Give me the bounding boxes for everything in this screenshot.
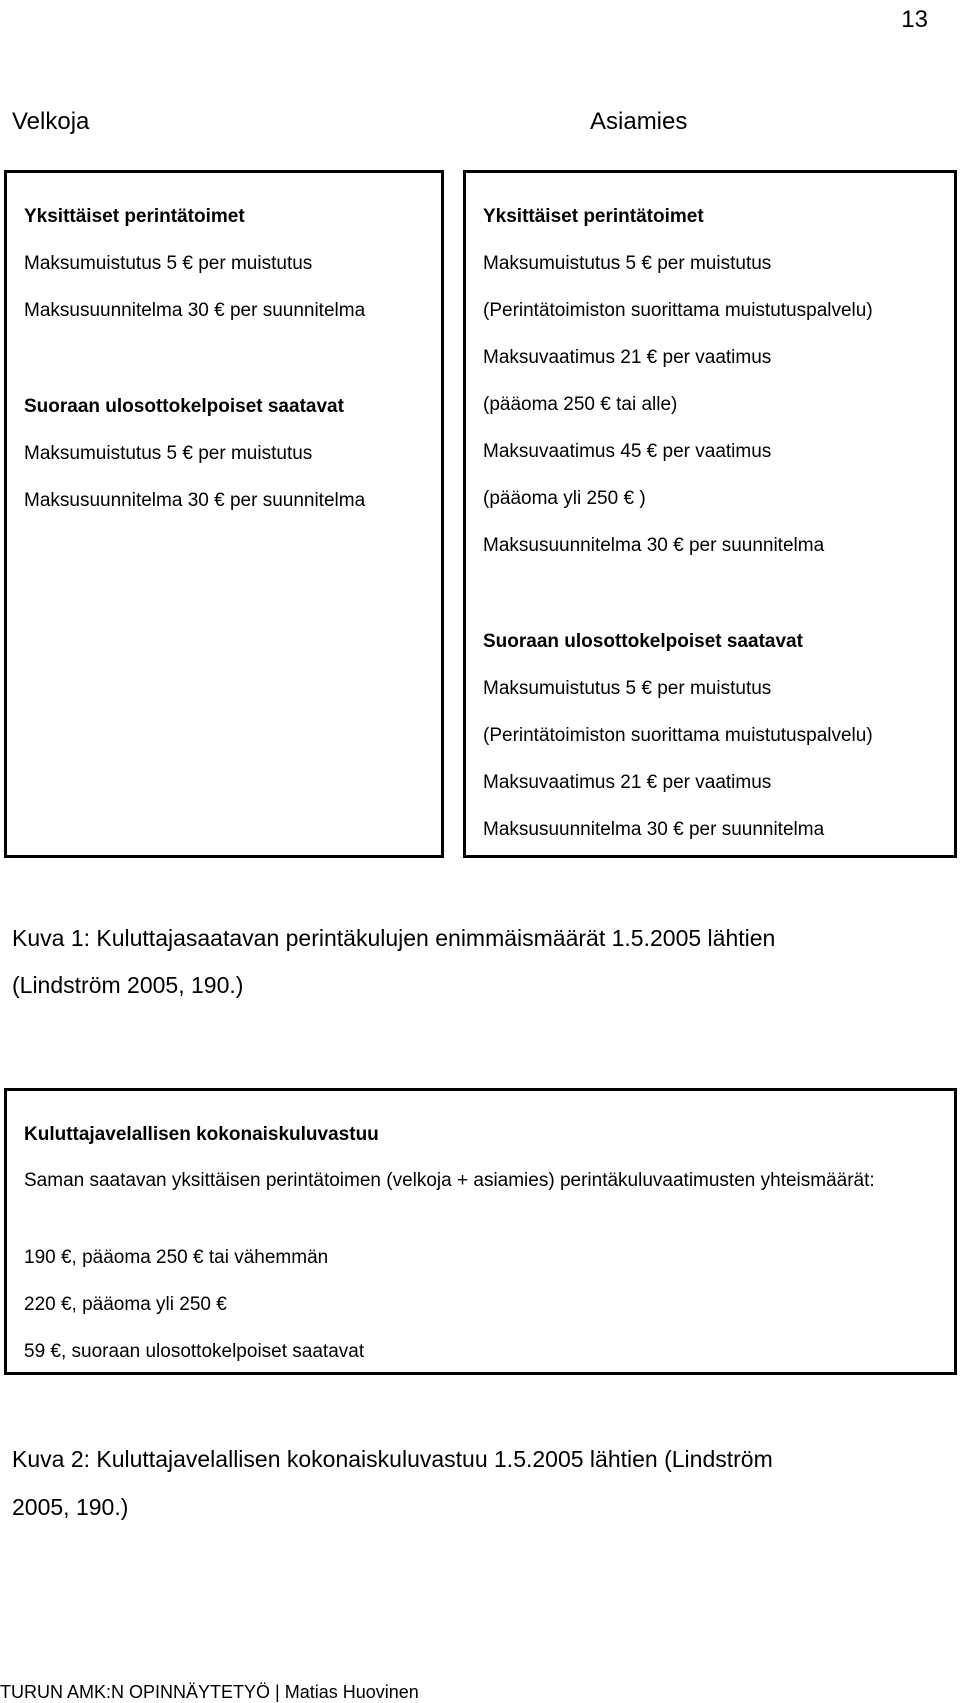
agent-box bbox=[463, 170, 957, 858]
agent-section-title: Yksittäiset perintätoimet bbox=[483, 206, 704, 227]
summary-item: 59 €, suoraan ulosottokelpoiset saatavat bbox=[24, 1341, 365, 1362]
agent-line: (pääoma yli 250 € ) bbox=[483, 488, 646, 509]
agent-line: Maksusuunnitelma 30 € per suunnitelma bbox=[483, 819, 825, 840]
agent-line: Maksuvaatimus 21 € per vaatimus bbox=[483, 772, 772, 793]
agent-line: Maksuvaatimus 45 € per vaatimus bbox=[483, 441, 772, 462]
agent-line: Maksusuunnitelma 30 € per suunnitelma bbox=[483, 535, 825, 556]
creditor-line: Maksusuunnitelma 30 € per suunnitelma bbox=[24, 300, 366, 321]
summary-paragraph: Saman saatavan yksittäisen perintätoimen (velkoja + asiamies) perintäkuluvaatimusten yhteismäärät: bbox=[24, 1170, 875, 1191]
agent-section-title: Suoraan ulosottokelpoiset saatavat bbox=[483, 631, 803, 652]
creditor-line: Maksumuistutus 5 € per muistutus bbox=[24, 443, 313, 464]
figure-caption-2-continued: 2005, 190.) bbox=[12, 1494, 129, 1520]
summary-box bbox=[4, 1088, 957, 1375]
summary-title: Kuluttajavelallisen kokonaiskuluvastuu bbox=[24, 1124, 379, 1145]
creditor-section-title: Yksittäiset perintätoimet bbox=[24, 206, 245, 227]
figure-caption-2: Kuva 2: Kuluttajavelallisen kokonaiskuluvastuu 1.5.2005 lähtien (Lindström bbox=[12, 1446, 773, 1472]
page-footer: TURUN AMK:N OPINNÄYTETYÖ | Matias Huovinen bbox=[0, 1682, 419, 1702]
summary-item: 190 €, pääoma 250 € tai vähemmän bbox=[24, 1247, 329, 1268]
agent-line: (pääoma 250 € tai alle) bbox=[483, 394, 678, 415]
creditor-box bbox=[4, 170, 444, 858]
figure-caption-1-continued: (Lindström 2005, 190.) bbox=[12, 972, 244, 998]
agent-line: Maksumuistutus 5 € per muistutus bbox=[483, 678, 772, 699]
creditor-line: Maksumuistutus 5 € per muistutus bbox=[24, 253, 313, 274]
agent-line: Maksumuistutus 5 € per muistutus bbox=[483, 253, 772, 274]
agent-line: (Perintätoimiston suorittama muistutuspalvelu) bbox=[483, 300, 873, 321]
agent-line: Maksuvaatimus 21 € per vaatimus bbox=[483, 347, 772, 368]
creditor-line: Maksusuunnitelma 30 € per suunnitelma bbox=[24, 490, 366, 511]
agent-line: (Perintätoimiston suorittama muistutuspalvelu) bbox=[483, 725, 873, 746]
summary-item: 220 €, pääoma yli 250 € bbox=[24, 1294, 227, 1315]
page-number: 13 bbox=[901, 6, 928, 33]
figure-caption-1: Kuva 1: Kuluttajasaatavan perintäkulujen enimmäismäärät 1.5.2005 lähtien bbox=[12, 925, 776, 951]
creditor-heading: Velkoja bbox=[12, 108, 90, 135]
creditor-section-title: Suoraan ulosottokelpoiset saatavat bbox=[24, 396, 344, 417]
agent-heading: Asiamies bbox=[590, 108, 688, 135]
